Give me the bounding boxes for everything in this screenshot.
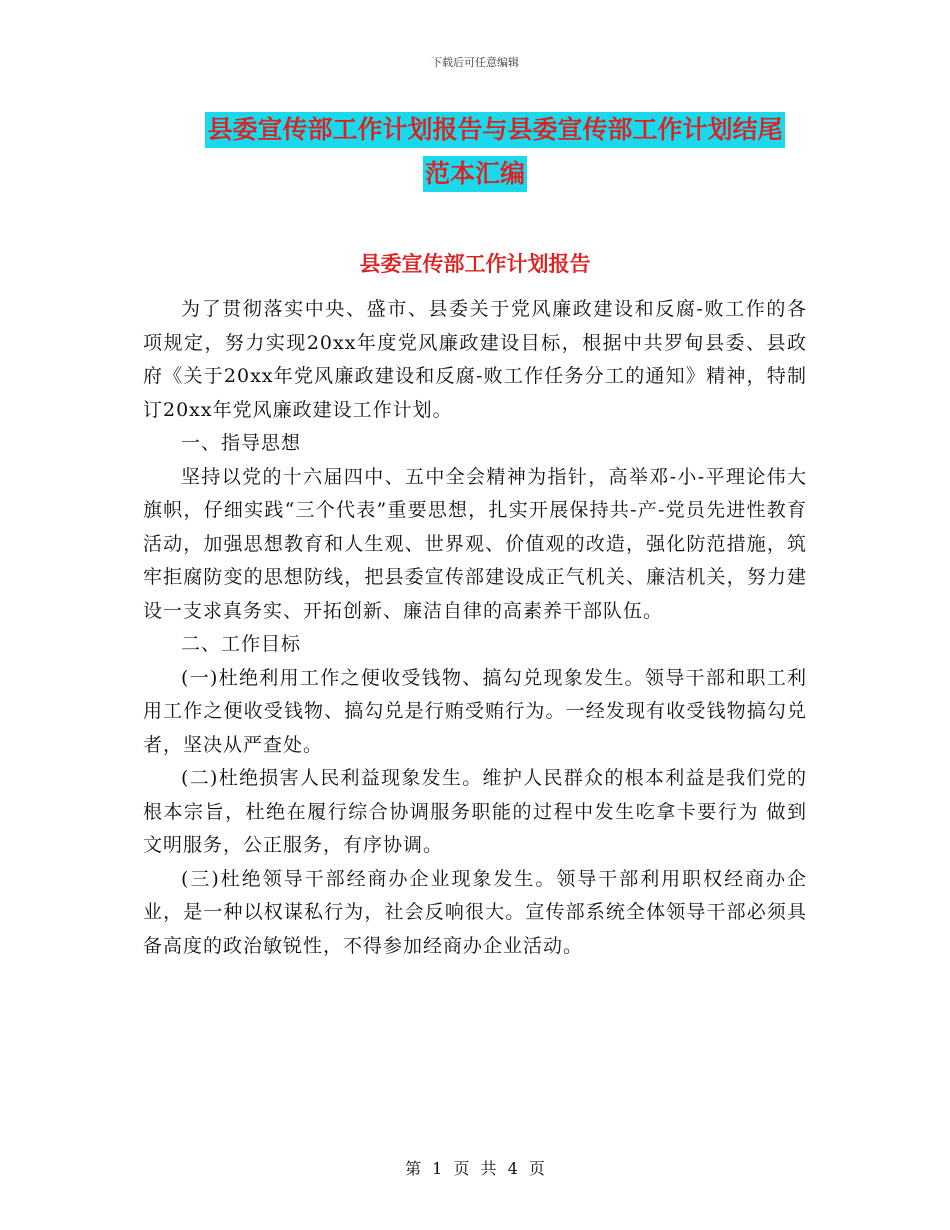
paragraph-goal-3: (三)杜绝领导干部经商办企业现象发生。领导干部利用职权经商办企业，是一种以权谋私行为，社会反响很大。宣传部系统全体领导干部必须具备高度的政治敏锐性，不得参加经商办企业活动。: [143, 867, 807, 957]
heading-guiding-ideology: 一、指导思想: [181, 432, 302, 454]
document-body: [143, 293, 807, 963]
section-title: 县委宣传部工作计划报告: [359, 252, 591, 276]
document-title: [0, 112, 950, 200]
document-title-line-1: 县委宣传部工作计划报告与县委宣传部工作计划结尾: [205, 112, 784, 148]
heading-work-goals: 二、工作目标: [181, 633, 302, 655]
paragraph-goal-1: (一)杜绝利用工作之便收受钱物、搞勾兑现象发生。领导干部和职工利用工作之便收受钱物、搞勾兑是行贿受贿行为。一经发现有收受钱物搞勾兑者，坚决从严查处。: [143, 666, 807, 756]
document-title-line-2: 范本汇编: [423, 156, 527, 192]
page-header: 下载后可任意编辑: [431, 56, 519, 69]
page-footer: 第 1 页 共 4 页: [405, 1159, 545, 1178]
paragraph-guiding-ideology: 坚持以党的十六届四中、五中全会精神为指针，高举邓-小-平理论伟大旗帜，仔细实践“三个代表”重要思想，扎实开展保持共-产-党员先进性教育活动，加强思想教育和人生观、世界观、价值观的改造，强化防范措施，筑牢拒腐防变的思想防线，把县委宣传部建设成正气机关、廉洁机关，努力建设一支求真务实、开拓创新、廉洁自律的高素养干部队伍。: [143, 465, 807, 622]
paragraph-goal-2: (二)杜绝损害人民利益现象发生。维护人民群众的根本利益是我们党的根本宗旨，杜绝在履行综合协调服务职能的过程中发生吃拿卡要行为 做到文明服务，公正服务，有序协调。: [143, 767, 807, 856]
paragraph-intro: 为了贯彻落实中央、盛市、县委关于党风廉政建设和反腐-败工作的各项规定，努力实现20xx年度党风廉政建设目标，根据中共罗甸县委、县政府《关于20xx年党风廉政建设和反腐-败工作任务分工的通知》精神，特制订20xx年党风廉政建设工作计划。: [143, 298, 807, 421]
